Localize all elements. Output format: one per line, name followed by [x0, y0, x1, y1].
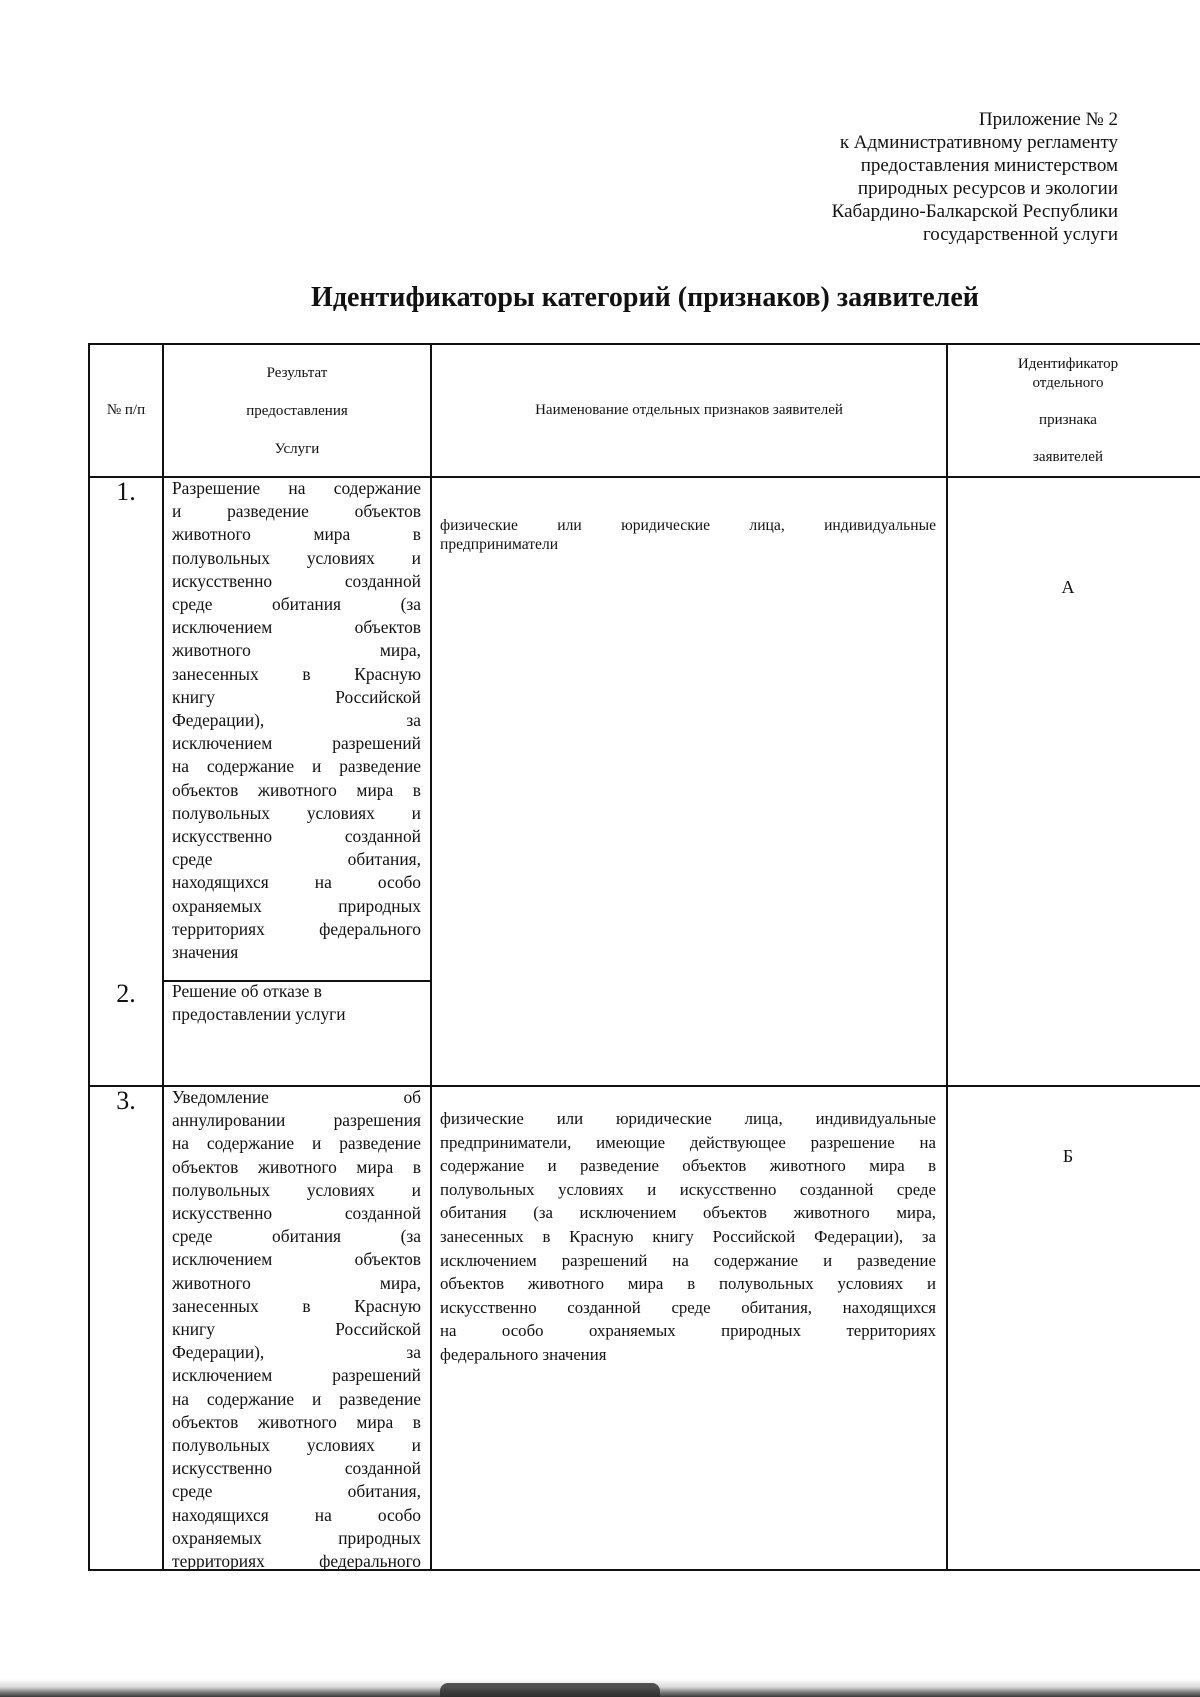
features-line: полувольных условиях и искусственно созданной среде	[440, 1179, 936, 1199]
column-divider	[162, 343, 164, 1571]
features-line: физические или юридические лица, индивидуальные	[440, 517, 936, 534]
row-result	[172, 980, 421, 1026]
result-line: на содержание и разведение	[172, 756, 421, 777]
header-result	[164, 345, 430, 476]
result-line: исключением объектов	[172, 1249, 421, 1270]
result-line: территориях федерального	[172, 918, 421, 939]
group-identifier: Б	[1062, 1146, 1074, 1166]
features-line: федерального значения	[440, 1344, 607, 1364]
header-features-text: Наименование отдельных признаков заявителей	[535, 402, 843, 418]
group-features	[440, 516, 936, 554]
row-result	[172, 477, 421, 964]
result-line: и разведение объектов	[172, 501, 421, 522]
appendix-line: к Административному регламенту	[839, 132, 1118, 153]
header-num	[90, 345, 162, 476]
row-result	[172, 1086, 421, 1573]
result-line: среде обитания,	[172, 849, 421, 870]
result-line: Федерации), за	[172, 710, 421, 731]
result-line: занесенных в Красную	[172, 1295, 421, 1316]
features-line: объектов животного мира в полувольных условиях и	[440, 1274, 936, 1294]
appendix-line: Приложение № 2	[978, 109, 1118, 130]
features-line: обитания (за исключением объектов животного мира,	[440, 1203, 936, 1223]
table-border-left	[88, 343, 90, 1571]
result-line: Разрешение на содержание	[172, 478, 421, 498]
header-num-text: № п/п	[106, 402, 146, 418]
features-line: на особо охраняемых природных территориях	[440, 1321, 936, 1341]
result-line: объектов животного мира в	[172, 1156, 421, 1177]
result-line: книгу Российской	[172, 686, 421, 707]
result-line: Решение об отказе в	[172, 981, 322, 1001]
row-number: 2.	[116, 979, 136, 1008]
result-line: искусственно созданной	[172, 1203, 421, 1224]
result-line: животного мира,	[172, 640, 421, 661]
result-line: искусственно созданной	[172, 570, 421, 591]
features-line: содержание и разведение объектов животного мира в	[440, 1156, 936, 1176]
result-line: среде обитания (за	[172, 1226, 421, 1247]
result-line: находящихся на особо	[172, 872, 421, 893]
result-line: территориях федерального	[172, 1551, 421, 1572]
header-result-line: предоставления	[246, 402, 348, 419]
features-line: исключением разрешений на содержание и разведение	[440, 1250, 936, 1270]
result-line: охраняемых природных	[172, 1527, 421, 1548]
result-line: аннулировании разрешения	[172, 1110, 421, 1131]
appendix-line: Кабардино-Балкарской Республики	[831, 201, 1118, 222]
features-line: физические или юридические лица, индивидуальные	[440, 1109, 936, 1128]
header-identifier-line: Идентификатор	[1017, 355, 1119, 372]
result-line: объектов животного мира в	[172, 1411, 421, 1432]
result-line: книгу Российской	[172, 1319, 421, 1340]
scan-smudge	[440, 1683, 660, 1697]
row-number: 3.	[116, 1086, 136, 1115]
result-line: объектов животного мира в	[172, 779, 421, 800]
column-divider	[430, 343, 432, 1571]
header-features	[432, 345, 946, 476]
result-line: исключением объектов	[172, 617, 421, 638]
result-line: среде обитания (за	[172, 594, 421, 615]
result-line: Федерации), за	[172, 1342, 421, 1363]
header-identifier-line: заявителей	[1033, 448, 1103, 465]
result-line: искусственно созданной	[172, 1458, 421, 1479]
result-line: полувольных условиях и	[172, 802, 421, 823]
features-line: предприниматели, имеющие действующее разрешение на	[440, 1132, 936, 1152]
appendix-line: природных ресурсов и экологии	[857, 178, 1118, 199]
result-line: полувольных условиях и	[172, 1435, 421, 1456]
result-line: охраняемых природных	[172, 895, 421, 916]
row-number: 1.	[116, 477, 136, 506]
result-line: на содержание и разведение	[172, 1388, 421, 1409]
result-line: животного мира в	[172, 524, 421, 545]
header-identifier	[948, 345, 1188, 476]
result-line: исключением разрешений	[172, 1365, 421, 1386]
header-identifier-line: признака	[1039, 411, 1097, 428]
header-identifier-line: отдельного	[1032, 374, 1104, 391]
features-line: предприниматели	[440, 536, 559, 553]
result-line: Уведомление об	[172, 1087, 421, 1107]
appendix-line: предоставления министерством	[860, 155, 1118, 176]
result-line: животного мира,	[172, 1272, 421, 1293]
page-title: Идентификаторы категорий (признаков) заявителей	[311, 282, 979, 313]
applicant-categories-table	[88, 343, 1200, 1571]
result-line: предоставлении услуги	[172, 1004, 346, 1025]
result-line: искусственно созданной	[172, 826, 421, 847]
group-identifier: А	[1061, 577, 1075, 597]
group-features	[440, 1107, 936, 1367]
result-line: значения	[172, 942, 239, 963]
header-result-line: Услуги	[274, 440, 320, 457]
features-line: искусственно созданной среде обитания, находящихся	[440, 1297, 936, 1317]
result-line: находящихся на особо	[172, 1504, 421, 1525]
result-line: исключением разрешений	[172, 733, 421, 754]
result-line: на содержание и разведение	[172, 1133, 421, 1154]
result-line: среде обитания,	[172, 1481, 421, 1502]
result-line: полувольных условиях и	[172, 547, 421, 568]
result-line: занесенных в Красную	[172, 663, 421, 684]
result-line: полувольных условиях и	[172, 1179, 421, 1200]
appendix-header	[832, 108, 1118, 246]
header-result-line: Результат	[266, 364, 328, 381]
column-divider	[946, 343, 948, 1571]
appendix-line: государственной услуги	[922, 224, 1118, 245]
features-line: занесенных в Красную книгу Российской Федерации), за	[440, 1226, 936, 1246]
